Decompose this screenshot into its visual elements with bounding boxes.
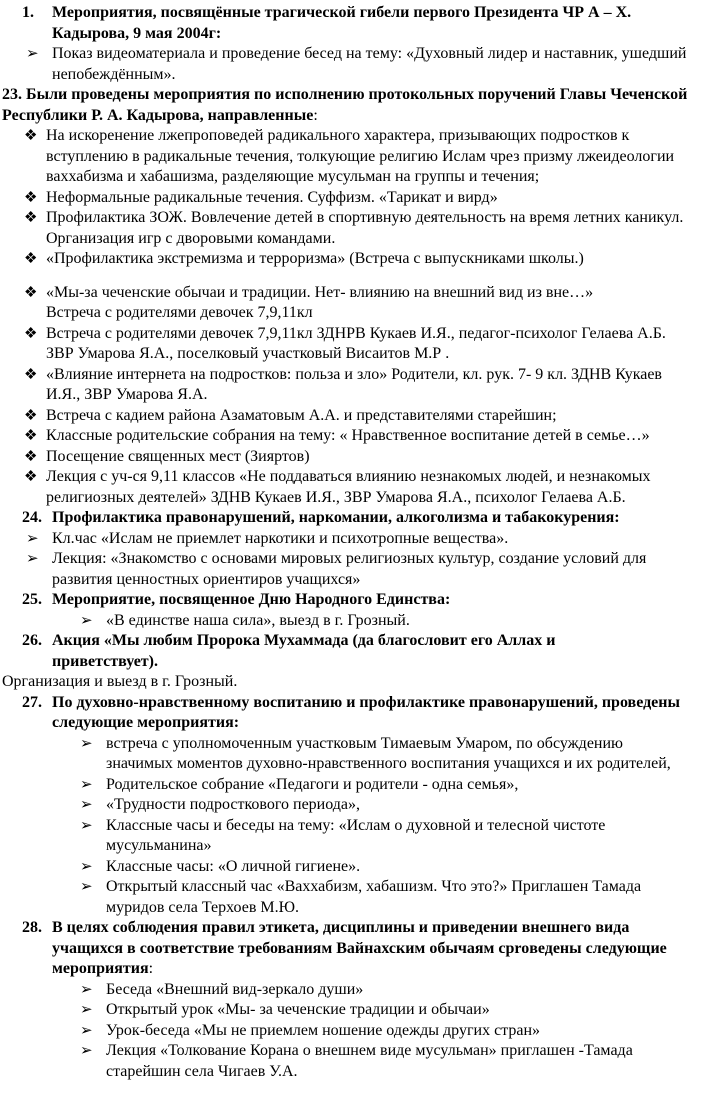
diamond-bullet-icon: ❖ [24, 366, 38, 383]
section-title: Были проведены мероприятия по исполнению протокольных поручений Главы Чеченской Республики Р. А. Кадырова, направленные [2, 86, 688, 124]
diamond-bullet-icon: ❖ [24, 128, 38, 144]
section-note: Организация и выезд в г. Грозный. [2, 673, 238, 690]
list-item: ➢ Открытый классный час «Ваххабизм, хабашизм. Что это?» Приглашен Тамада муридов села Терхоев М.Ю. [80, 878, 642, 916]
section-number: 1. [22, 4, 34, 21]
section-28: 28. В целях соблюдения правил этикета, дисциплины и приведении внешнего вида учащихся в соответствие требованиям Вайнахским обычаям сproведены следующие мероприятия: [22, 919, 667, 977]
list-item: ➢ «В единстве наша сила», выезд в г. Грозный. [106, 611, 696, 632]
diamond-bullet-icon: ❖ [24, 448, 38, 465]
list-item: ➢ Лекция «Толкование Корана о внешнем виде мусульман» приглашен -Тамада старейшин села Чигаев У.А. [80, 1042, 633, 1080]
list-item: ❖ Неформальные радикальные течения. Суффизм. «Тарикат и вирд» [46, 188, 692, 209]
list-item: ➢ Родительское собрание «Педагоги и родители - одна семья», [106, 775, 686, 796]
diamond-bullet-icon: ❖ [24, 284, 38, 301]
arrow-bullet-icon: ➢ [80, 797, 93, 813]
list-item: ❖ Посещение священных мест (Зияртов) [46, 447, 692, 468]
arrow-bullet-icon: ➢ [80, 735, 93, 752]
arrow-bullet-icon: ➢ [80, 981, 93, 998]
arrow-bullet-icon: ➢ [26, 46, 39, 62]
diamond-bullet-icon: ❖ [24, 428, 38, 444]
list-item: ❖ На искоренение лжепроповедей радикального характера, призывающих подростков к вступлению в радикальные течения, толкующие религию Ислам чрез призму лжеидеологии ваххабизма и хабашизма, разделяющие мусульман на группы и течения; [24, 127, 675, 185]
arrow-bullet-icon: ➢ [80, 817, 93, 834]
list-item: ➢ встреча с уполномоченным участковым Тимаевым Умаром, по обсуждению значимых моментов духовно-нравственного воспитания учащихся и их родителей, [80, 734, 671, 772]
spacer [0, 270, 704, 283]
section-number: 25. [22, 591, 42, 608]
arrow-bullet-icon: ➢ [80, 612, 93, 629]
arrow-bullet-icon: ➢ [26, 551, 39, 567]
list-item: ➢ Лекция: «Знакомство с основами мировых религиозных культур, создание условий для развития ценностных ориентиров учащихся» [26, 550, 647, 588]
list-item: ❖ «Влияние интернета на подростков: польза и зло» Родители, кл. рук. 7- 9 кл. ЗДНВ Кукаев И.Я., ЗВР Умарова Я.А. [24, 365, 662, 403]
arrow-bullet-icon: ➢ [80, 858, 93, 875]
section-23: 23. Были проведены мероприятия по исполнению протокольных поручений Главы Чеченской Республики Р. А. Кадырова, направленные: [2, 86, 688, 124]
list-item: ➢ Урок-беседа «Мы не приемлем ношение одежды других стран» [106, 1021, 696, 1042]
list-item: ❖ Классные родительские собрания на тему: « Нравственное воспитание детей в семье…» [46, 426, 702, 447]
section-title: В целях соблюдения правил этикета, дисциплины и приведении внешнего вида учащихся в соответствие требованиям Вайнахским обычаям сproведены следующие мероприятия [52, 919, 667, 977]
arrow-bullet-icon: ➢ [80, 776, 93, 793]
list-item: ❖ Встреча с родителями девочек 7,9,11кл ЗДНРВ Кукаев И.Я., педагог-психолог Гелаева А.Б. ЗВР Умарова Я.А., поселковый участковый Висаитов М.Р . [24, 324, 666, 362]
list-item: ➢ Беседа «Внешний вид-зеркало души» [106, 980, 696, 1001]
list-item: ➢ Показ видеоматериала и проведение бесед на тему: «Духовный лидер и наставник, ушедший непобеждённым». [26, 45, 687, 83]
list-item: ❖ Профилактика ЗОЖ. Вовлечение детей в спортивную деятельность на время летних каникул. Организация игр с дворовыми командами. [24, 209, 684, 247]
section-26 [22, 631, 632, 672]
list-item: ❖ «Мы-за чеченские обычаи и традиции. Нет- влиянию на внешний вид из вне…» Встреча с родителями девочек 7,9,11кл [24, 283, 594, 321]
diamond-bullet-icon: ❖ [24, 407, 38, 424]
list-item: ➢ Классные часы: «О личной гигиене». [106, 857, 686, 878]
arrow-bullet-icon: ➢ [26, 530, 39, 547]
list-item: ➢ Кл.час «Ислам не приемлет наркотики и психотропные вещества». [52, 529, 692, 550]
section-title: Профилактика правонарушений, наркомании, алкоголизма и табакокурения: [52, 509, 620, 526]
section-number: 24. [22, 509, 42, 526]
list-item: ➢ Открытый урок «Мы- за чеченские традиции и обычаи» [106, 1000, 696, 1021]
list-item: ➢ Классные часы и беседы на тему: «Ислам о духовной и телесной чистоте мусульманина» [80, 816, 606, 854]
section-title: По духовно-нравственному воспитанию и профилактике правонарушений, проведены следующие мероприятия: [52, 693, 680, 731]
section-number: 27. [22, 693, 42, 711]
list-item: ➢ «Трудности подросткового периода», [106, 795, 686, 816]
section-title: Мероприятия, посвящённые трагической гибели первого Президента ЧР А – Х. Кадырова, 9 мая 2004г: [52, 4, 632, 42]
list-item: ❖ «Профилактика экстремизма и терроризма» (Встреча с выпускниками школы.) [46, 249, 692, 270]
section-number: 23. [2, 86, 22, 103]
section-title: Мероприятие, посвященное Дню Народного Единства: [52, 591, 451, 608]
arrow-bullet-icon: ➢ [80, 1043, 93, 1059]
section-25 [22, 590, 696, 611]
arrow-bullet-icon: ➢ [80, 879, 93, 895]
list-item: ❖ Лекция с уч-ся 9,11 классов «Не поддаваться влиянию незнакомых людей, и незнакомых религиозных деятелей» ЗДНВ Кукаев И.Я., ЗВР Умарова Я.А., психолог Гелаева А.Б. [24, 468, 651, 506]
arrow-bullet-icon: ➢ [80, 1022, 93, 1039]
section-number: 28. [22, 919, 42, 936]
arrow-bullet-icon: ➢ [80, 1002, 93, 1018]
diamond-bullet-icon: ❖ [24, 251, 38, 267]
diamond-bullet-icon: ❖ [24, 325, 38, 342]
diamond-bullet-icon: ❖ [24, 210, 38, 226]
section-24 [22, 508, 696, 529]
section-title: Акция «Мы любим Пророка Мухаммада (да благословит его Аллах и приветствует). [52, 632, 556, 670]
diamond-bullet-icon: ❖ [24, 469, 38, 485]
section-27 [22, 693, 692, 734]
list-item: ❖ Встреча с кадием района Азаматовым А.А. и представителями старейшин; [46, 406, 692, 427]
section-number: 26. [22, 632, 42, 649]
section-1 [22, 3, 696, 44]
diamond-bullet-icon: ❖ [24, 189, 38, 206]
